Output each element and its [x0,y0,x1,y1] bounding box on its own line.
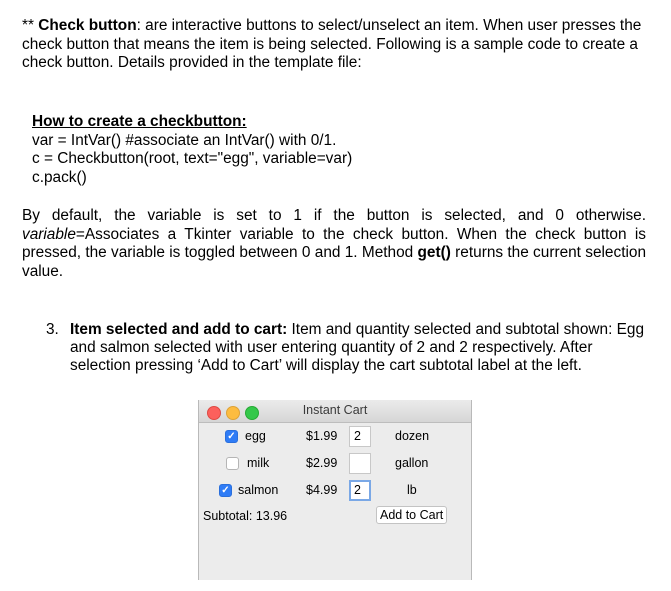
intro-text: : are interactive buttons to select/unselect an item. When user presses the check button that means the item is being selected. Following is a sample code to create a check button. Details provided in the template file: [22,17,642,71]
explanation-line2: =Associates a Tkinter variable to the check button. When the check button is pressed, the variable is toggled between 0 and 1. Method [22,225,646,261]
egg-price: $1.99 [306,429,338,443]
milk-price: $2.99 [306,456,338,470]
window-title: Instant Cart [302,403,368,417]
milk-unit: gallon [395,456,429,470]
salmon-price: $4.99 [306,483,338,497]
item-number: 3. [46,321,59,338]
code-block [32,113,352,187]
salmon-unit: lb [407,483,417,497]
item-title: Item selected and add to cart: [70,321,288,338]
explanation-variable-word: variable [22,225,76,243]
code-line: c = Checkbutton(root, text="egg", variable=var) [32,150,353,167]
intro-stars: ** [22,17,34,34]
salmon-label: salmon [238,483,279,497]
add-to-cart-button[interactable]: Add to Cart [376,506,447,524]
egg-checkbox[interactable]: ✓ [225,430,238,443]
cart-row-egg [199,425,471,449]
salmon-checkbox[interactable]: ✓ [219,484,232,497]
milk-checkbox[interactable] [226,457,239,470]
milk-label: milk [247,456,270,470]
salmon-quantity-input[interactable]: 2 [349,480,371,501]
intro-paragraph [22,17,648,73]
item-text: Item and quantity selected and subtotal shown: Egg and salmon selected with user entering quantity of 2 and 2 respectively. After selection pressing ‘Add to Cart’ will display the cart subtotal label at the left. [70,321,645,374]
explanation-method: get() [417,244,451,261]
window-titlebar [199,400,471,423]
explanation-paragraph [22,207,646,281]
code-heading: How to create a checkbutton: [32,113,247,130]
instant-cart-window [198,400,472,580]
egg-label: egg [245,429,266,443]
code-line: var = IntVar() #associate an IntVar() with 0/1. [32,131,337,149]
subtotal-label: Subtotal: 13.96 [203,509,288,523]
cart-row-milk [199,452,471,476]
cart-row-salmon [199,479,471,503]
milk-quantity-input[interactable] [349,453,371,474]
egg-unit: dozen [395,429,430,443]
intro-term: Check button [38,17,137,34]
explanation-line1: By default, the variable is set to 1 if the button is selected, and 0 otherwise. [22,207,646,224]
code-line: c.pack() [32,168,87,186]
egg-quantity-input[interactable]: 2 [349,426,371,447]
explanation-line3: returns the current selection value. [22,244,647,280]
